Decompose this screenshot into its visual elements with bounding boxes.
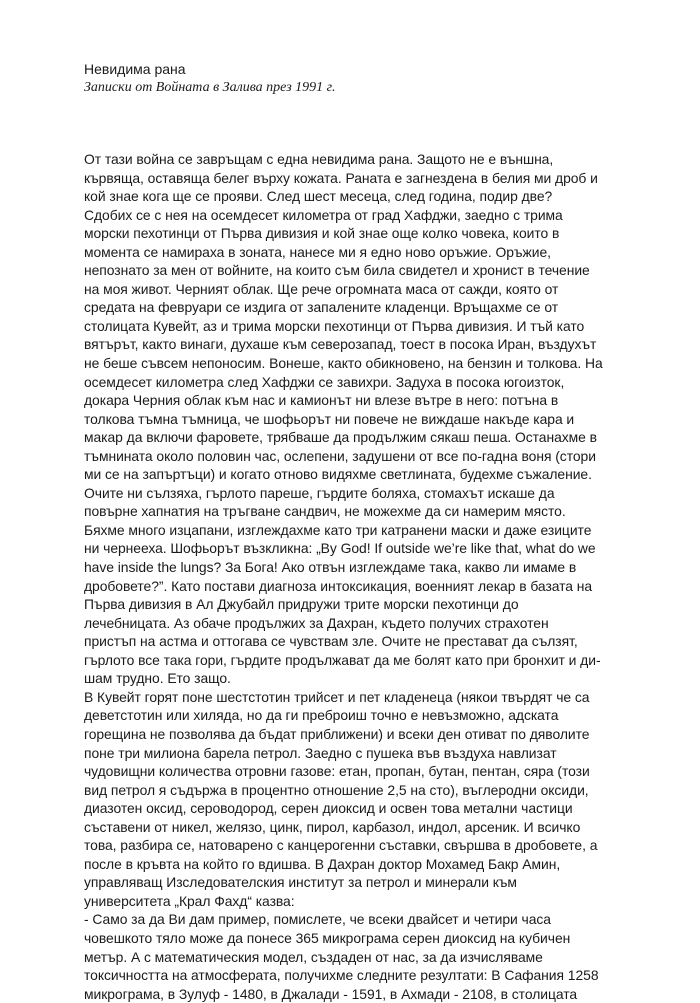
body-text-line: вятърът, както винаги, духаше към северозапад, тоест в посока Иран, въздухът — [84, 336, 597, 353]
body-text-line: В Кувейт горят поне шестстотин трийсет и пет кладенеца (някои твърдят че са — [84, 688, 590, 705]
body-text-line: ни чернееха. Шофьорът възкликна: „By God! If outside we’re like that, what do we — [84, 540, 596, 557]
body-text-line: токсичността на атмосферата, получихме следните резултати: В Сафания 1258 — [84, 967, 599, 984]
body-text-line: управляващ Изследователския институт за петрол и минерали към — [84, 874, 517, 891]
body-text-line: столицата Кувейт, аз и трима морски пехотинци от Първа дивизия. И тъй като — [84, 317, 585, 334]
body-text-line: горещина не позволява да бъдат приближени) и всеки ден отиват по дяволите — [84, 725, 590, 742]
body-text-line: Бяхме много изцапани, изглеждахме като три катранени маски и даже езиците — [84, 521, 592, 538]
body-text-line: после в кръвта на който го вдишва. В Дахран доктор Мохамед Бакр Амин, — [84, 855, 561, 872]
body-text-line: вид петрол я съдържа в процентно отношение 2,5 на сто), въглеродни оксиди, — [84, 781, 589, 798]
document-title: Невидима рана — [84, 61, 186, 77]
document-header — [84, 59, 644, 97]
body-text-line: толкова тъмна тъмница, че шофьорът ни повече не виждаше накъде кара и — [84, 410, 575, 427]
body-text-line: макар да включи фаровете, трябваше да продължим сякаш пеша. Останахме в — [84, 429, 597, 446]
body-text-line: докара Черния облак към нас и камионът ни влезе вътре в него: потъна в — [84, 392, 559, 409]
body-text-line: От тази война се завръщам с една невидима рана. Защото не е външна, — [84, 151, 554, 167]
document-body — [84, 150, 632, 1003]
body-text-line: пристъп на астма и оттогава се чувствам зле. Очите не престават да сълзят, — [84, 633, 578, 650]
body-text-line: лечебницата. Аз обаче продължих за Дахран, където получих страхотен — [84, 614, 549, 631]
body-text-line: не беше съвсем непоносим. Вонеше, както обикновено, на бензин и толкова. На — [84, 355, 603, 372]
body-text-line: метър. А с математическия модел, създаден от нас, за да изчисляваме — [84, 948, 543, 965]
body-text-line: средата на февруари се издига от запалените кладенци. Връщахме се от — [84, 299, 559, 316]
body-text-line: шам трудно. Ето защо. — [84, 670, 231, 687]
body-text-line: кой знае кога ще се прояви. След шест месеца, след година, подир две? — [84, 188, 553, 205]
body-text-line: повърне хапнатия на тръгване сандвич, не можехме да си намерим място. — [84, 503, 566, 520]
body-text-line: съставени от никел, желязо, цинк, пирол, карбазол, индол, арсеник. И всичко — [84, 818, 581, 835]
body-text-line: университета „Крал Фахд“ казва: — [84, 892, 295, 909]
body-text-line: - Само за да Ви дам пример, помислете, че всеки двайсет и четири часа — [84, 911, 551, 928]
body-text-line: have inside the lungs? За Бога! Ако отвън изглеждаме така, какво ли имаме в — [84, 559, 577, 576]
body-text-line: дробовете?”. Като постави диагноза интоксикация, военният лекар в базата на — [84, 577, 593, 594]
body-text-line: на моя живот. Черният облак. Ще рече огромната маса от сажди, която от — [84, 280, 559, 297]
body-text-line: непознато за мен от войните, на които съм била свидетел и хронист в течение — [84, 262, 590, 279]
body-text-line: поне три милиона барела петрол. Заедно с пушека във въздуха навлизат — [84, 744, 557, 761]
body-text-line: чудовищни количества отровни газове: етан, пропан, бутан, пентан, сяра (този — [84, 763, 590, 780]
body-text-line: гърлото все така гори, гърдите продължават да ме болят като при бронхит и ди- — [84, 651, 601, 668]
document-subtitle: Записки от Войната в Залива през 1991 г. — [84, 80, 336, 95]
body-text-line: Очите ни сълзяха, гърлото пареше, гърдите боляха, стомахът искаше да — [84, 484, 555, 501]
body-text-line: човешкото тяло може да понесе 365 микрограма серен диоксид на кубичен — [84, 929, 571, 946]
body-text-line: тъмнината около половин час, ослепени, задушени от все по-гадна воня (стори — [84, 447, 596, 464]
body-text-line: кървяща, оставяща белег върху кожата. Раната е загнездена в белия ми дроб и — [84, 169, 598, 186]
body-text-line: морски пехотинци от Първа дивизия и кой знае още колко човека, които в — [84, 225, 560, 242]
body-text-line: диазотен оксид, сероводород, серен диоксид и освен това метални частици — [84, 800, 573, 817]
body-text-line: деветстотин или хиляда, но да ги преброиш точно е невъзможно, адската — [84, 707, 559, 724]
body-text-line: Първа дивизия в Ал Джубайл придружи трите морски пехотинци до — [84, 596, 519, 613]
body-text-line: осемдесет километра след Хафджи се завихри. Задуха в посока югоизток, — [84, 373, 565, 390]
body-text-line: ми се на запъртъци) и когато отново видяхме светлината, будехме съжаление. — [84, 466, 592, 483]
body-text-line: микрограма, в Зулуф - 1480, в Джалади - 1591, в Ахмади - 2108, в столицата — [84, 985, 578, 1002]
body-text-line: момента се намираха в зоната, нанесе ми я едно ново оръжие. Оръжие, — [84, 243, 551, 260]
body-text-line: това, разбира се, натоварено с канцерогенни съставки, свършва в дробовете, а — [84, 837, 598, 854]
body-text-line: Сдобих се с нея на осемдесет километра от град Хафджи, заедно с трима — [84, 206, 563, 223]
